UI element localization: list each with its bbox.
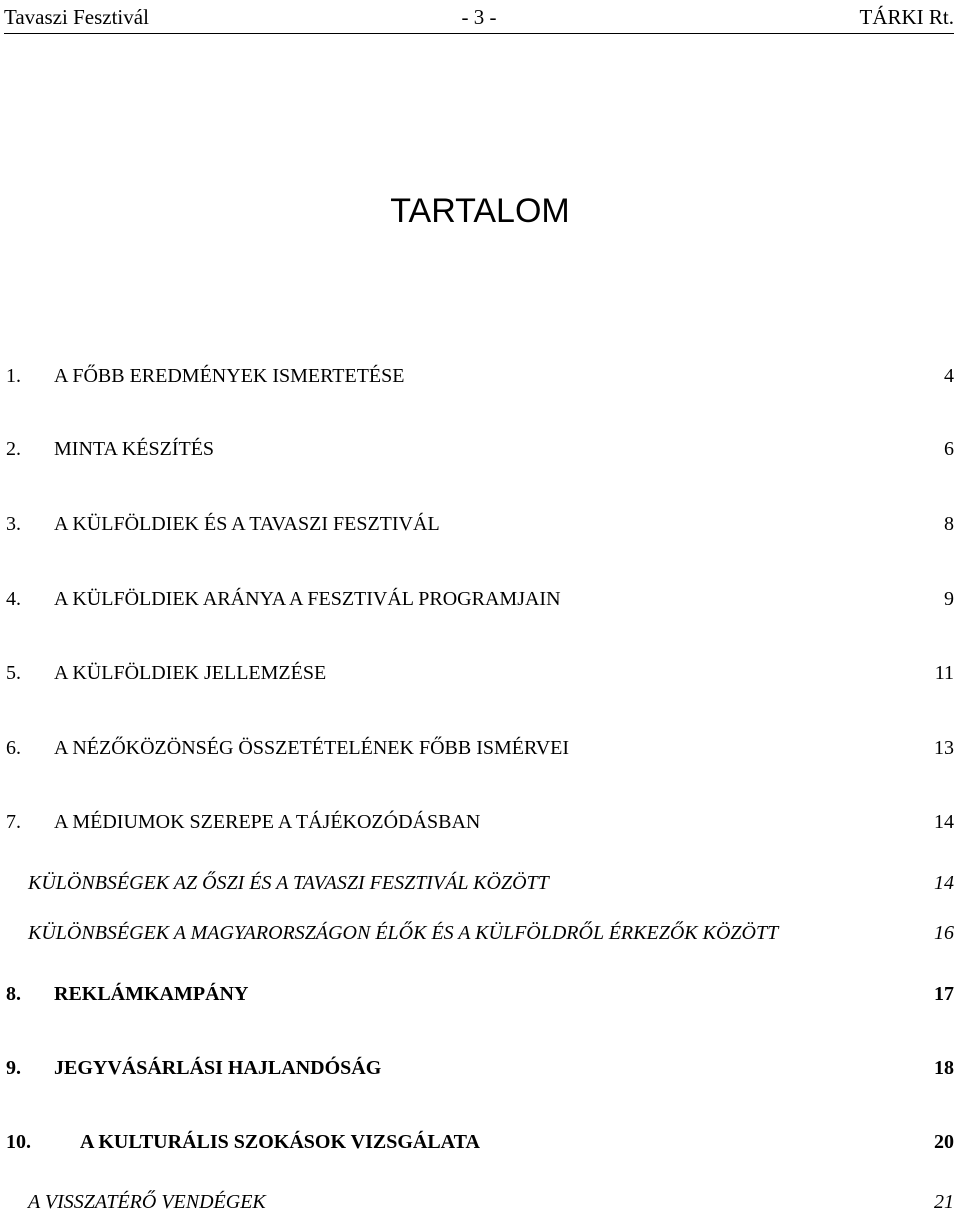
toc-number: 3. [6,513,21,535]
toc-entry [6,983,954,1009]
toc-title: A VISSZATÉRŐ VENDÉGEK [28,1191,266,1213]
toc-page: 8 [944,513,954,535]
toc-entry [6,1057,954,1083]
toc-entry [6,811,954,837]
toc-entry [6,365,954,391]
toc-subentry [6,922,954,948]
toc-page: 20 [934,1131,954,1153]
toc-subentry [6,872,954,898]
header-right: TÁRKI Rt. [859,5,954,29]
toc-title: A NÉZŐKÖZÖNSÉG ÖSSZETÉTELÉNEK FŐBB ISMÉRVEI [54,737,570,759]
toc-page: 17 [934,983,954,1005]
toc-number: 4. [6,588,21,610]
toc-title: A KÜLFÖLDIEK ARÁNYA A FESZTIVÁL PROGRAMJAIN [54,588,561,610]
toc-subentry [6,1191,954,1217]
toc-title: KÜLÖNBSÉGEK A MAGYARORSZÁGON ÉLŐK ÉS A KÜLFÖLDRŐL ÉRKEZŐK KÖZÖTT [28,922,779,944]
toc-title: MINTA KÉSZÍTÉS [54,438,215,460]
toc-title: A KÜLFÖLDIEK ÉS A TAVASZI FESZTIVÁL [54,513,440,535]
toc-entry [6,438,954,464]
toc-number: 7. [6,811,21,833]
toc-number: 10. [6,1131,31,1153]
toc-number: 6. [6,737,21,759]
toc-page: 14 [934,811,954,833]
toc-number: 8. [6,983,21,1005]
toc-title: A KULTURÁLIS SZOKÁSOK VIZSGÁLATA [80,1131,480,1153]
toc-page: 18 [934,1057,954,1079]
header-page-number: - 3 - [461,5,497,29]
toc-page: 11 [934,662,954,684]
toc-page: 16 [934,922,954,944]
toc-entry [6,513,954,539]
toc-entry [6,662,954,688]
page-header [4,5,954,34]
toc-title: A FŐBB EREDMÉNYEK ISMERTETÉSE [54,365,405,387]
toc-page: 4 [944,365,954,387]
toc-title: A MÉDIUMOK SZEREPE A TÁJÉKOZÓDÁSBAN [54,811,481,833]
toc-title: KÜLÖNBSÉGEK AZ ŐSZI ÉS A TAVASZI FESZTIVÁL KÖZÖTT [28,872,549,894]
toc-entry [6,737,954,763]
toc-title: A KÜLFÖLDIEK JELLEMZÉSE [54,662,327,684]
toc-page: 13 [934,737,954,759]
toc-number: 5. [6,662,21,684]
toc-entry [6,588,954,614]
toc-number: 1. [6,365,21,387]
page-title: TARTALOM [390,192,570,230]
toc-title: JEGYVÁSÁRLÁSI HAJLANDÓSÁG [54,1057,382,1079]
toc-page: 14 [934,872,954,894]
toc-page: 21 [934,1191,954,1213]
toc-number: 9. [6,1057,21,1079]
toc-page: 6 [944,438,954,460]
toc-page: 9 [944,588,954,610]
header-left: Tavaszi Fesztivál [4,5,149,29]
toc-entry [6,1131,954,1157]
toc-number: 2. [6,438,21,460]
toc-title: REKLÁMKAMPÁNY [54,983,249,1005]
